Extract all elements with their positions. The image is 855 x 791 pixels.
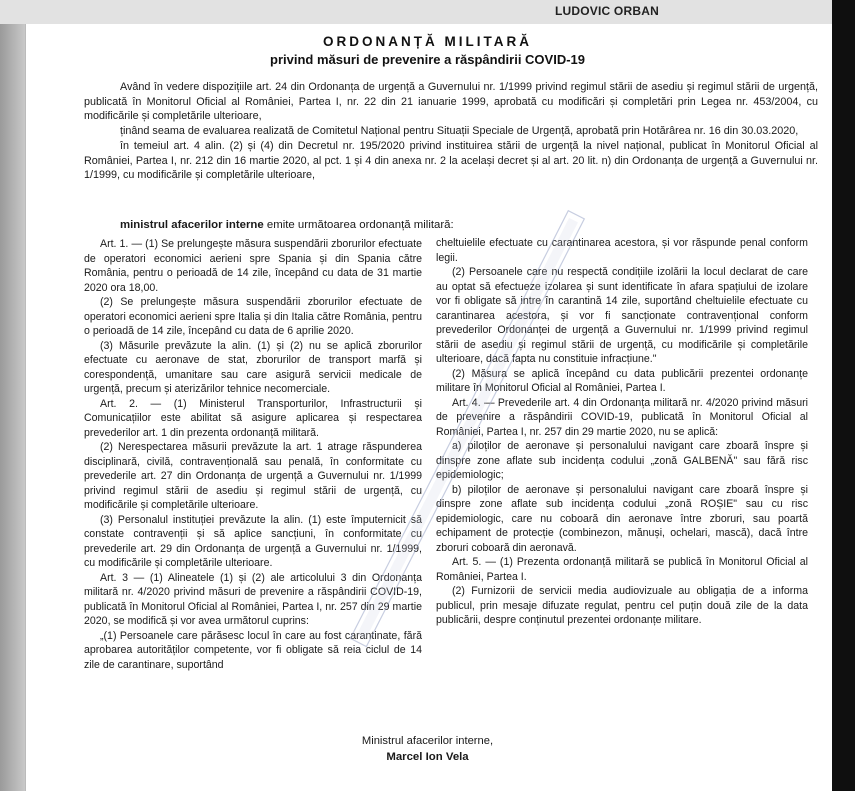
article-paragraph: „(1) Persoanele care părăsesc locul în care au fost carantinate, fără aprobarea autorităților competente, vor fi obligate să reia ciclul de 14 zile de carantinare, suportând (84, 629, 422, 671)
article-paragraph: b) piloților de aeronave și personalului navigant care zboară înspre și dinspre zone aflate sub incidența codului „zonă ROȘIE" sau cu risc epidemiologic, care nu coboară din aeronave între zboruri, sau poartă echipament de protecție (combinezon, mănuși, ochelari, mască), dacă între zboruri coboară din aeronavă. (436, 483, 808, 554)
article-paragraph: (2) Furnizorii de servicii media audiovizuale au obligația de a informa publicul, prin mesaje difuzate regulat, pentru cel puțin două zile de la data publicării, despre conținutul prezentei ordonanțe militare. (436, 585, 808, 626)
left-scroll-frame (0, 24, 25, 791)
left-column (84, 237, 422, 672)
article-paragraph: (3) Personalul instituției prevăzute la alin. (1) este împuternicit să constate contravenții și să aplice sancțiuni, în conformitate cu prevederile art. 29 din Ordonanța de urgență a Guvernului nr. 1/1999, cu modificările și completările ulterioare. (84, 513, 422, 569)
preamble (84, 80, 818, 183)
top-bar (0, 0, 855, 24)
article-paragraph: (3) Măsurile prevăzute la alin. (1) și (2) nu se aplică zborurilor efectuate cu aeronave de stat, zborurilor de transport marfă și corespondență, umanitare sau care asigură servicii medicale de urgență, precum și aterizărilor tehnice necomerciale. (84, 339, 422, 395)
right-dark-frame (832, 0, 855, 791)
issuing-authority: ministrul afacerilor interne (120, 219, 264, 231)
article-paragraph: a) piloților de aeronave și personalului navigant care zboară înspre și dinspre zone aflate sub incidența codului „zonă GALBENĂ" sau fără risc epidemiologic; (436, 440, 808, 481)
document-title: ORDONANȚĂ MILITARĂ (323, 34, 532, 49)
preamble-paragraph: ținând seama de evaluarea realizată de Comitetul Național pentru Situații Speciale de Urgență, aprobată prin Hotărârea nr. 16 din 30.03.2020, (120, 125, 799, 138)
right-column (436, 236, 808, 628)
article-paragraph: Art. 4. — Prevederile art. 4 din Ordonanța militară nr. 4/2020 privind măsuri de prevenire a răspândirii COVID-19, publicată în Monitorul Oficial al României, Partea I, nr. 257 din 29 martie 2020, nu se aplică: (436, 396, 808, 438)
article-paragraph: (2) Nerespectarea măsurii prevăzute la art. 1 atrage răspunderea disciplinară, civilă, contravențională sau penală, în conformitate cu prevederile art. 27 din Ordonanța de urgență a Guvernului nr. 1/1999 privind regimul stării de asediu și regimul stării de urgență, cu modificările și completările ulterioare. (84, 441, 422, 511)
article-paragraph: Art. 1. — (1) Se prelungește măsura suspendării zborurilor efectuate de operatori economici aerieni spre Spania și din Spania către România, pentru o perioadă de 14 zile, începând cu data de 31 martie 2020 ora 18,00. (84, 238, 422, 294)
article-paragraph: (2) Persoanele care nu respectă condițiile izolării la locul declarat de care au optat să efectueze izolarea și sunt identificate în afara spațiului de izolare vor fi obligate să intre în carantină 14 zile, suportând cheltuielile efectuate cu carantinarea acestora, și vor fi sancționate contravențional conform prevederilor Ordonanței de urgență a Guvernului nr. 1/1999 privind regimul stării de asediu și regimul stării de urgență, cu modificările și completările ulterioare, dacă fapta nu constituie infracțiune." (436, 266, 808, 365)
preamble-paragraph: în temeiul art. 4 alin. (2) și (4) din Decretul nr. 195/2020 privind instituirea stării de urgență la nivel național, publicat în Monitorul Oficial al României, Partea I, nr. 212 din 16 martie 2020, al pct. 1 și 4 din anexa nr. 2 la același decret și al art. 20 lit. n) din Ordonanța de urgență a Guvernului nr. 1/1999, cu modificările și completările ulterioare, (84, 139, 818, 182)
article-paragraph: Art. 5. — (1) Prezenta ordonanță militară se publică în Monitorul Oficial al României, Partea I. (436, 556, 808, 583)
signer-top: LUDOVIC ORBAN (555, 4, 659, 18)
closing-title: Ministrul afacerilor interne, (361, 735, 494, 747)
article-paragraph: cheltuielile efectuate cu carantinarea acestora, și vor răspunde penal conform legii. (436, 237, 808, 264)
issuing-statement (120, 219, 454, 231)
article-paragraph: Art. 3 — (1) Alineatele (1) și (2) ale articolului 3 din Ordonanța militară nr. 4/2020 privind măsuri de prevenire a răspândirii COVID-19, publicată în Monitorul Oficial al României, Partea I, nr. 257 din 29 martie 2020, se modifică și vor avea următorul cuprins: (84, 571, 422, 627)
issuing-action: emite următoarea ordonanță militară: (263, 219, 454, 231)
article-paragraph: (2) Se prelungește măsura suspendării zborurilor efectuate de operatori economici aerieni spre Italia și din Italia către România, pentru o perioadă de 14 zile, începând cu data de 6 aprilie 2020. (84, 296, 422, 337)
closing-signer-name: Marcel Ion Vela (386, 751, 469, 763)
document-subtitle: privind măsuri de prevenire a răspândirii COVID-19 (270, 52, 585, 67)
preamble-paragraph: Având în vedere dispozițiile art. 24 din Ordonanța de urgență a Guvernului nr. 1/1999 privind regimul stării de asediu și regimul stării de urgență, publicată în Monitorul Oficial al României, Partea I, nr. 22 din 21 ianuarie 1999, aprobată cu modificări și completări prin Legea nr. 453/2004, cu modificările și completările ulterioare, (84, 81, 818, 123)
article-paragraph: Art. 2. — (1) Ministerul Transporturilor, Infrastructurii și Comunicațiilor este abilitat să asigure aplicarea și respectarea prevederilor art. 1 din prezenta ordonanță militară. (84, 397, 422, 439)
article-paragraph: (2) Măsura se aplică începând cu data publicării prezentei ordonanțe militare în Monitorul Oficial al României, Partea I. (436, 367, 808, 394)
